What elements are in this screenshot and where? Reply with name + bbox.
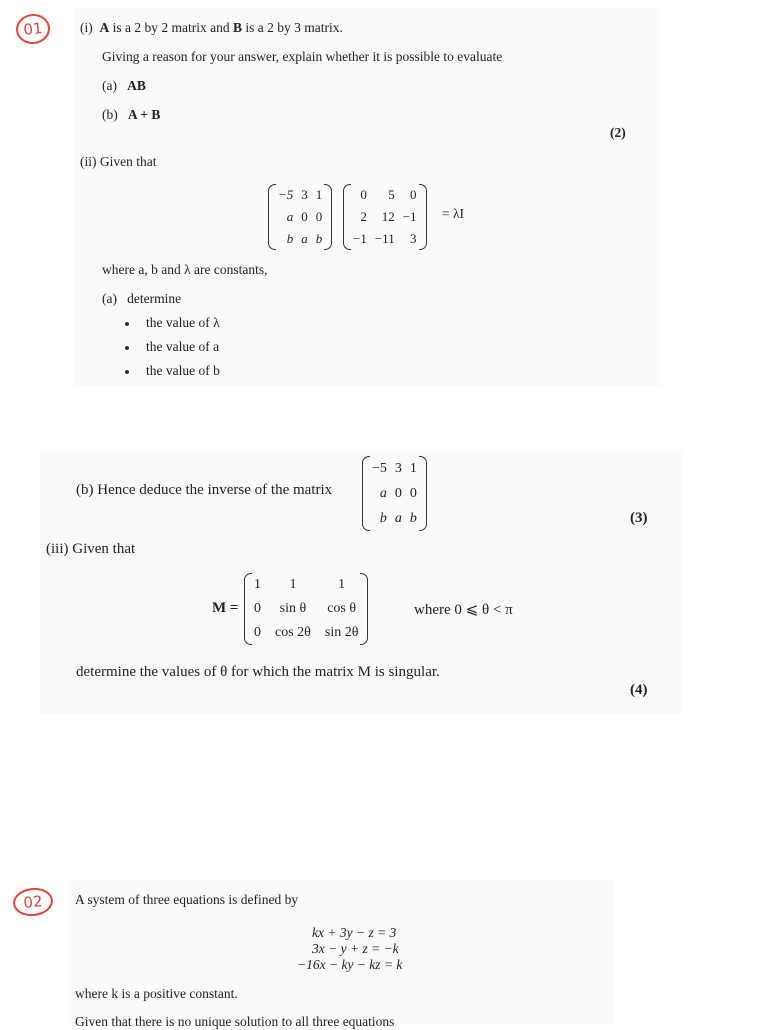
mm-2-2: sin 2θ bbox=[324, 625, 359, 640]
mm-1-1: sin θ bbox=[279, 601, 307, 616]
mb-1-0: a bbox=[379, 485, 387, 501]
part-ii-matrix-left bbox=[268, 184, 332, 250]
bullet-text-2: the value of a bbox=[146, 339, 220, 354]
mr-2-1: −11 bbox=[374, 231, 395, 246]
part-i-marks: (2) bbox=[610, 125, 626, 140]
question-2-marker-text: 02 bbox=[22, 892, 44, 912]
mr-2-0: −1 bbox=[353, 231, 367, 246]
ml-1-0: a bbox=[286, 209, 294, 224]
mb-0-2: 1 bbox=[409, 460, 417, 476]
part-iii-marks: (4) bbox=[630, 682, 648, 698]
part-i-a-label: (a) bbox=[102, 78, 117, 93]
part-ii-a-label: (a) bbox=[102, 291, 117, 306]
mb-0-0: −5 bbox=[372, 460, 387, 476]
q2-intro: A system of three equations is defined by bbox=[75, 892, 299, 907]
part-ii-where: where a, b and λ are constants, bbox=[102, 262, 268, 277]
mr-0-1: 5 bbox=[388, 187, 395, 202]
q2-where: where k is a positive constant. bbox=[75, 986, 238, 1001]
matrix-B-label: B bbox=[232, 20, 242, 35]
matrix-M bbox=[244, 573, 368, 645]
part-iii-condition: where 0 ⩽ θ < π bbox=[414, 602, 513, 618]
mr-1-1: 12 bbox=[381, 209, 395, 224]
part-ii-given: (ii) Given that bbox=[80, 154, 157, 169]
ml-2-1: a bbox=[301, 231, 308, 246]
part-i-b-expr: A + B bbox=[127, 107, 161, 122]
bullet-3 bbox=[125, 370, 129, 374]
part-iii-task: determine the values of θ for which the matrix M is singular. bbox=[76, 664, 440, 680]
mb-2-1: a bbox=[394, 510, 402, 526]
part-i-num: (i) bbox=[80, 20, 93, 35]
q2-given: Given that there is no unique solution to all three equations bbox=[75, 1014, 395, 1029]
bullet-text-3: the value of b bbox=[146, 363, 220, 378]
mm-1-2: cos θ bbox=[327, 601, 357, 616]
mr-0-0: 0 bbox=[360, 187, 367, 202]
bullet-1 bbox=[125, 322, 129, 326]
question-1-marker bbox=[15, 12, 52, 45]
part-ii-b-text: (b) Hence deduce the inverse of the matrix bbox=[76, 482, 333, 498]
mb-2-2: b bbox=[409, 510, 417, 526]
ml-0-1: 3 bbox=[301, 187, 308, 202]
mm-0-0: 1 bbox=[254, 577, 261, 592]
mb-1-1: 0 bbox=[394, 485, 402, 501]
question-1-marker-text: 01 bbox=[22, 19, 44, 39]
part-i-instruction: Giving a reason for your answer, explain whether it is possible to evaluate bbox=[102, 49, 503, 64]
part-ii-a bbox=[102, 291, 181, 307]
part-i-a bbox=[102, 78, 146, 94]
mr-0-2: 0 bbox=[410, 187, 417, 202]
q2-equation-3: −16x − ky − kz = k bbox=[297, 957, 403, 972]
ml-1-1: 0 bbox=[301, 209, 308, 224]
mm-2-1: cos 2θ bbox=[275, 625, 311, 640]
mb-0-1: 3 bbox=[394, 460, 402, 476]
part-i-b-label: (b) bbox=[102, 107, 118, 122]
mr-1-2: −1 bbox=[402, 209, 417, 224]
q2-equation-1: kx + 3y − z = 3 bbox=[312, 925, 397, 940]
q2-equation-2: 3x − y + z = −k bbox=[312, 941, 399, 956]
part-i-intro-mid: is a 2 by 2 matrix and bbox=[112, 20, 230, 35]
part-i-intro bbox=[80, 20, 343, 36]
bullet-2 bbox=[125, 346, 129, 350]
ml-1-2: 0 bbox=[315, 209, 323, 224]
ml-0-0: −5 bbox=[278, 187, 294, 202]
bullet-text-1: the value of λ bbox=[146, 315, 220, 330]
part-ii-marks: (3) bbox=[630, 510, 648, 526]
matrix-M-label: M = bbox=[212, 600, 239, 616]
mb-2-0: b bbox=[379, 510, 387, 526]
matrix-A-label: A bbox=[99, 20, 110, 35]
part-ii-b-matrix bbox=[362, 456, 427, 531]
part-ii-equals: = λI bbox=[442, 206, 465, 221]
mm-2-0: 0 bbox=[254, 625, 261, 640]
mm-0-1: 1 bbox=[289, 577, 297, 592]
part-iii-given: (iii) Given that bbox=[46, 541, 136, 557]
ml-0-2: 1 bbox=[315, 187, 323, 202]
part-i-intro-end: is a 2 by 3 matrix. bbox=[245, 20, 343, 35]
part-ii-a-text: determine bbox=[127, 291, 182, 306]
mb-1-2: 0 bbox=[409, 485, 417, 501]
part-i-a-expr: AB bbox=[127, 78, 146, 93]
mr-1-0: 2 bbox=[360, 209, 367, 224]
part-i-b bbox=[102, 107, 160, 123]
part-ii-matrix-right bbox=[343, 184, 427, 250]
mm-0-2: 1 bbox=[338, 577, 346, 592]
mr-2-2: 3 bbox=[410, 231, 417, 246]
mm-1-0: 0 bbox=[254, 601, 261, 616]
ml-2-0: b bbox=[286, 231, 294, 246]
question-2-marker bbox=[12, 886, 55, 918]
ml-2-2: b bbox=[315, 231, 323, 246]
